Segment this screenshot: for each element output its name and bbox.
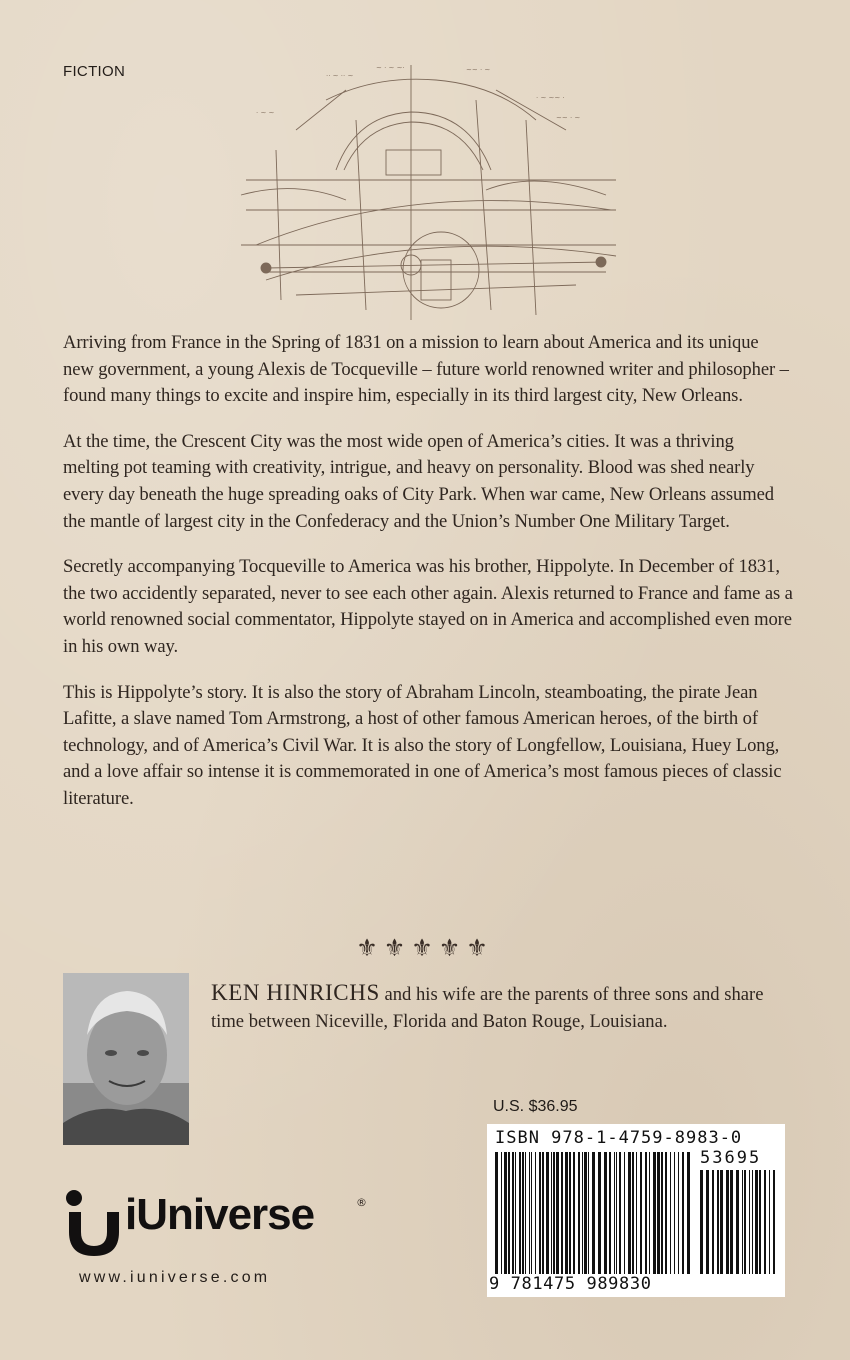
- barcode-bar: [515, 1152, 516, 1274]
- publisher-name: iUniverse: [125, 1190, 315, 1239]
- barcode-bar: [706, 1170, 709, 1274]
- barcode-bar: [764, 1170, 766, 1274]
- barcode-bar: [501, 1152, 502, 1274]
- blurb-paragraph: Arriving from France in the Spring of 1831 on a mission to learn about America and its unique new government, a young Alexis de Tocqueville – future world renowned writer and philosopher – found many things to excite and inspire him, especially in its third largest city, New Orleans.: [63, 332, 789, 407]
- barcode-bar: [535, 1152, 536, 1274]
- barcode-bar: [609, 1152, 611, 1274]
- isbn-number: ISBN 978-1-4759-8983-0: [495, 1128, 743, 1148]
- barcode-bar: [657, 1152, 660, 1274]
- barcode-bar: [495, 1152, 498, 1274]
- barcode-bar: [742, 1170, 743, 1274]
- barcode-bar: [542, 1152, 544, 1274]
- barcode-bar: [619, 1152, 621, 1274]
- author-portrait-image: [63, 973, 189, 1145]
- barcode-bar: [556, 1152, 559, 1274]
- author-bio: [211, 980, 791, 1035]
- barcode-bar: [674, 1152, 675, 1274]
- svg-text:~~ · ~: ~~ · ~: [466, 66, 491, 74]
- barcode-bar: [582, 1152, 583, 1274]
- barcode-bar: [640, 1152, 642, 1274]
- barcode-bar: [598, 1152, 601, 1274]
- barcode-bar: [553, 1152, 555, 1274]
- blurb-paragraph: This is Hippolyte’s story. It is also the story of Abraham Lincoln, steamboating, the pirate Jean Lafitte, a slave named Tom Armstrong, a host of other famous American heroes, of the birth of technology, and of America’s Civil War. It is also the story of Longfellow, Louisiana, Huey Long, and a love affair so intense it is commemorated in one of America’s most famous pieces of classic literature.: [63, 681, 782, 809]
- blueprint-sketch-illustration: [236, 60, 621, 322]
- barcode-bar: [749, 1170, 750, 1274]
- svg-text:~ · ~ ~·: ~ · ~ ~·: [376, 64, 405, 72]
- barcode-bar: [565, 1152, 568, 1274]
- barcode-bar: [519, 1152, 521, 1274]
- barcode-bar: [730, 1170, 733, 1274]
- author-bio-text: and his wife are the parents of three sons and share time between Niceville, Florida and Baton Rouge, Louisiana.: [211, 984, 764, 1032]
- barcode-bar: [624, 1152, 625, 1274]
- barcode-bar: [632, 1152, 634, 1274]
- blurb-paragraph: Secretly accompanying Tocqueville to America was his brother, Hippolyte. In December of 1831, the two accidently separated, never to see each other again. Alexis returned to France and fame as a world renowned social commentator, Hippolyte stayed on in America and accomplished even more in his own way.: [63, 556, 793, 657]
- barcode-bar: [717, 1170, 719, 1274]
- barcode-bar: [525, 1152, 526, 1274]
- barcode-bar: [769, 1170, 770, 1274]
- ean-digits: 9 781475 989830: [489, 1274, 652, 1294]
- barcode-bar: [755, 1170, 758, 1274]
- iuniverse-logo: [63, 1188, 383, 1260]
- ean-barcode-bars: [495, 1152, 695, 1274]
- publisher-website: www.iuniverse.com: [79, 1269, 271, 1286]
- barcode-bar: [522, 1152, 524, 1274]
- barcode-bar: [726, 1170, 729, 1274]
- barcode-bar: [645, 1152, 647, 1274]
- barcode-bar: [592, 1152, 595, 1274]
- barcode-bar: [682, 1152, 684, 1274]
- barcode-bar: [665, 1152, 667, 1274]
- barcode-bar: [628, 1152, 631, 1274]
- barcode-bar: [687, 1152, 690, 1274]
- svg-text:· ~ ~: · ~ ~: [256, 109, 275, 117]
- barcode-bar: [588, 1152, 589, 1274]
- barcode-bar: [531, 1152, 532, 1274]
- barcode-bar: [661, 1152, 663, 1274]
- barcode-bar: [670, 1152, 671, 1274]
- author-photo: [63, 973, 189, 1145]
- svg-text:~~ · ~: ~~ · ~: [556, 114, 581, 122]
- barcode-bar: [636, 1152, 637, 1274]
- barcode-bar: [653, 1152, 656, 1274]
- barcode-bar: [604, 1152, 607, 1274]
- barcode-bar: [529, 1152, 530, 1274]
- svg-text:·· ~ ·· ~: ·· ~ ·· ~: [326, 72, 354, 80]
- barcode-bar: [773, 1170, 775, 1274]
- barcode-bar: [573, 1152, 575, 1274]
- blurb-text: [63, 330, 793, 832]
- barcode-bar: [551, 1152, 552, 1274]
- barcode-bar: [712, 1170, 714, 1274]
- author-name: KEN HINRICHS: [211, 980, 380, 1005]
- barcode-bar: [700, 1170, 703, 1274]
- price-label: U.S. $36.95: [493, 1098, 578, 1115]
- iuniverse-logo-icon: [63, 1188, 125, 1260]
- registered-mark: ®: [356, 1196, 367, 1209]
- barcode-bar: [616, 1152, 617, 1274]
- barcode-bar: [512, 1152, 514, 1274]
- genre-label: FICTION: [63, 63, 126, 80]
- barcode-bar: [578, 1152, 580, 1274]
- barcode-bar: [504, 1152, 507, 1274]
- addon-barcode-bars: [700, 1170, 780, 1274]
- barcode-bar: [508, 1152, 510, 1274]
- barcode-bar: [561, 1152, 563, 1274]
- barcode-bar: [546, 1152, 549, 1274]
- barcode-bar: [649, 1152, 650, 1274]
- barcode-bar: [539, 1152, 541, 1274]
- fleur-de-lis-ornament: ⚜⚜⚜⚜⚜: [356, 934, 494, 962]
- price-code: 53695: [700, 1148, 762, 1168]
- svg-text:· ~ ~~ ·: · ~ ~~ ·: [536, 94, 565, 102]
- blurb-paragraph: At the time, the Crescent City was the most wide open of America’s cities. It was a thriving melting pot teaming with creativity, intrigue, and heavy on personality. Blood was shed nearly every day beneath the huge spreading oaks of City Park. When war came, New Orleans assumed the mantle of largest city in the Confederacy and the Union’s Number One Military Target.: [63, 430, 774, 532]
- barcode-bar: [678, 1152, 679, 1274]
- isbn-barcode: [487, 1124, 785, 1297]
- barcode-bar: [584, 1152, 587, 1274]
- barcode-bar: [736, 1170, 739, 1274]
- barcode-bar: [614, 1152, 615, 1274]
- barcode-bar: [569, 1152, 571, 1274]
- barcode-bar: [752, 1170, 753, 1274]
- barcode-bar: [720, 1170, 723, 1274]
- barcode-bar: [744, 1170, 746, 1274]
- barcode-bar: [759, 1170, 761, 1274]
